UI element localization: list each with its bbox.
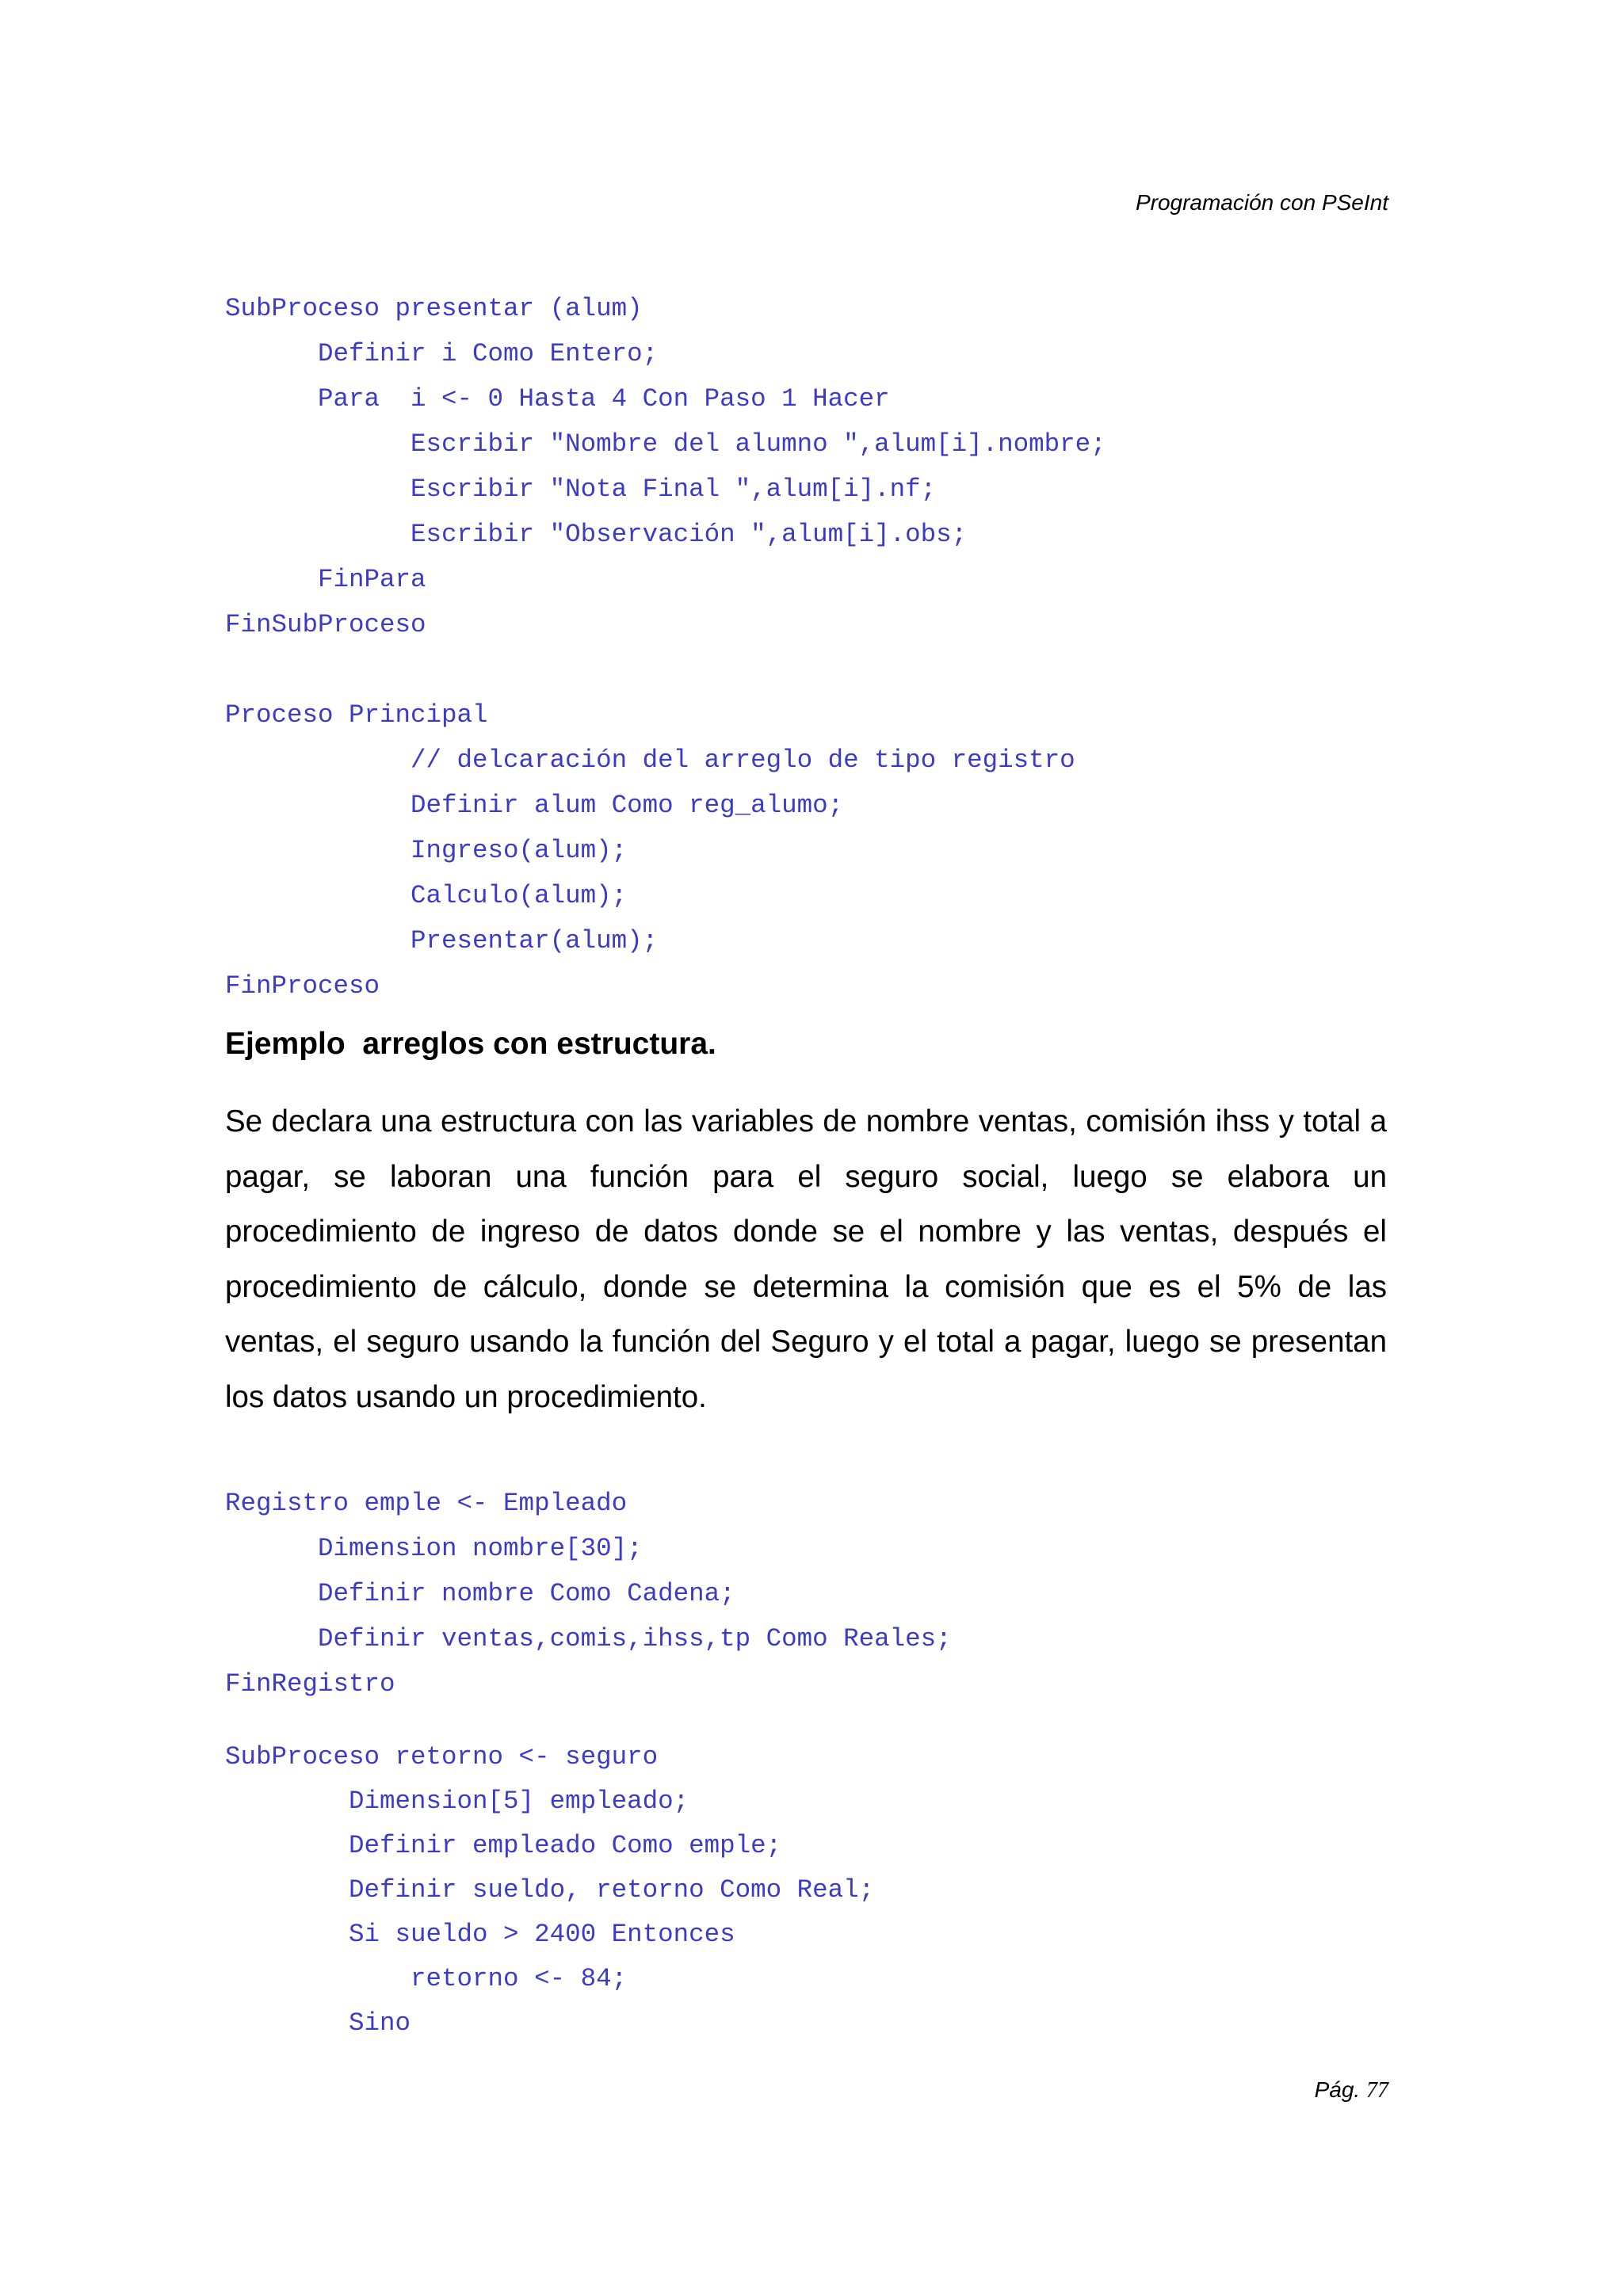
code-block-registro — [225, 1481, 952, 1707]
code-line: Escribir "Nota Final ",alum[i].nf; — [225, 475, 937, 504]
code-line: Calculo(alum); — [225, 881, 628, 910]
section-paragraph: Se declara una estructura con las variables de nombre ventas, comisión ihss y total a pagar, se laboran una función para el seguro social, luego se elabora un procedimiento de ingreso de datos donde se el nombre y las ventas, después el procedimiento de cálculo, donde se determina la comisión que es el 5% de las ventas, el seguro usando la función del Seguro y el total a pagar, luego se presentan los datos usando un procedimiento. — [225, 1104, 1387, 1414]
code-line: FinProceso — [225, 971, 380, 1001]
code-line: Definir empleado Como emple; — [225, 1831, 782, 1860]
code-line: FinPara — [225, 565, 426, 594]
code-line: Definir sueldo, retorno Como Real; — [225, 1875, 875, 1905]
section-heading: Ejemplo arreglos con estructura. — [225, 1027, 716, 1061]
code-line: Sino — [225, 2008, 411, 2038]
code-line: FinRegistro — [225, 1669, 395, 1699]
code-line: Definir nombre Como Cadena; — [225, 1579, 735, 1608]
code-block-presentar-principal — [225, 286, 1106, 1009]
code-line: Ingreso(alum); — [225, 836, 628, 865]
running-header: Programación con PSeInt — [1135, 190, 1388, 215]
page-number: 77 — [1366, 2078, 1388, 2103]
code-line: FinSubProceso — [225, 610, 426, 639]
code-line-blank — [225, 647, 1106, 692]
code-line: // delcaración del arreglo de tipo registro — [225, 746, 1075, 775]
code-block-seguro — [225, 1735, 874, 2046]
code-line: SubProceso presentar (alum) — [225, 294, 643, 323]
code-line: SubProceso retorno <- seguro — [225, 1742, 659, 1772]
code-line: Para i <- 0 Hasta 4 Con Paso 1 Hacer — [225, 384, 890, 414]
code-line: Registro emple <- Empleado — [225, 1489, 628, 1518]
code-line: Si sueldo > 2400 Entonces — [225, 1920, 735, 1949]
code-line: Dimension[5] empleado; — [225, 1787, 689, 1816]
code-line: Definir i Como Entero; — [225, 339, 659, 368]
page-label: Pág. — [1314, 2077, 1361, 2102]
code-line: Escribir "Observación ",alum[i].obs; — [225, 520, 968, 549]
code-line: Definir alum Como reg_alumo; — [225, 791, 844, 820]
code-line: retorno <- 84; — [225, 1964, 628, 1993]
code-line: Escribir "Nombre del alumno ",alum[i].nombre; — [225, 429, 1106, 459]
code-line: Presentar(alum); — [225, 926, 659, 955]
page-footer — [1315, 2077, 1388, 2103]
code-line: Definir ventas,comis,ihss,tp Como Reales; — [225, 1624, 952, 1653]
code-line: Dimension nombre[30]; — [225, 1534, 643, 1563]
code-line: Proceso Principal — [225, 700, 488, 730]
